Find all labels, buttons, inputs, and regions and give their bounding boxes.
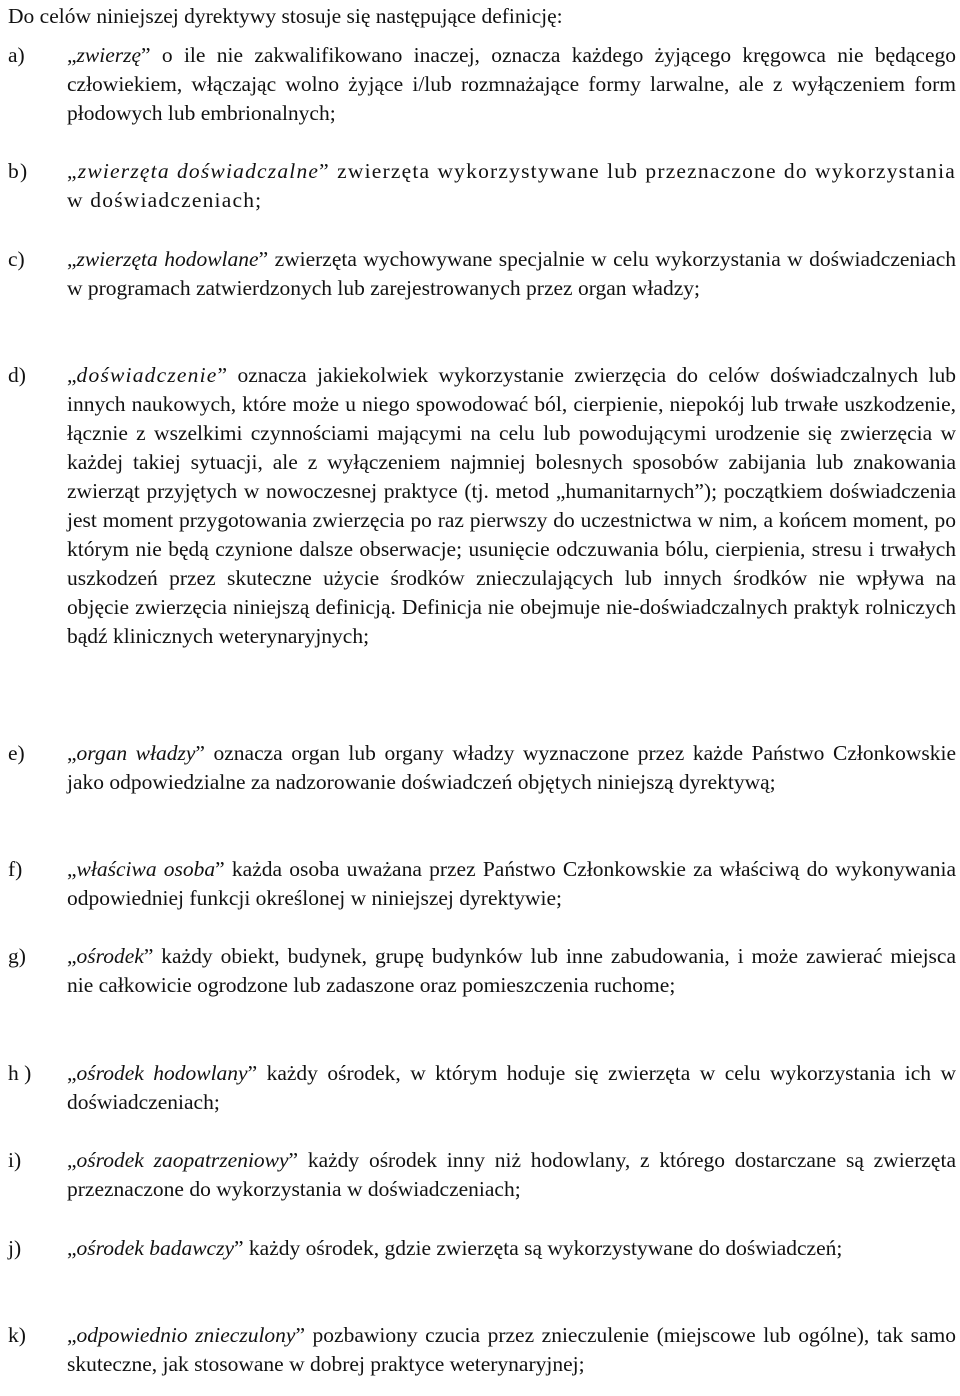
open-quote: „ — [67, 363, 77, 387]
definition-letter: i) — [8, 1148, 22, 1172]
definition-text: każdy ośrodek inny niż hodowlany, z którego dostarczane są zwierzęta przeznaczone do wykorzystania w doświadczeniach; — [67, 1148, 956, 1201]
defined-term: ośrodek zaopatrzeniowy — [76, 1148, 289, 1172]
definition-letter: j) — [8, 1236, 22, 1260]
definition-letter: h ) — [8, 1061, 32, 1085]
intro-text: Do celów niniejszej dyrektywy stosuje się następujące definicję: — [8, 4, 563, 28]
close-quote: ” — [143, 944, 154, 968]
close-quote: ” — [234, 1236, 244, 1260]
open-quote: „ — [67, 1148, 77, 1172]
open-quote: „ — [67, 247, 77, 271]
definition-text: każdy ośrodek, w którym hoduje się zwierzęta w celu wykorzystania ich w doświadczeniach; — [67, 1061, 956, 1114]
close-quote: ” — [258, 247, 269, 271]
definition-text: zwierzęta wykorzystywane lub przeznaczone do wykorzystania w doświadczeniach; — [67, 159, 956, 212]
definition-j — [8, 1234, 956, 1263]
definition-letter: c) — [8, 247, 25, 271]
definition-body — [67, 1059, 956, 1117]
open-quote: „ — [67, 43, 77, 67]
definition-text: oznacza jakiekolwiek wykorzystanie zwierzęcia do celów doświadczalnych lub innych naukowych, które może u niego spowodować ból, cierpienie, niepokój lub trwałe uszkodzenie, łącznie z wszelkimi czynnościami mającymi na celu lub powodującymi urodzenie się zwierzęcia w każdej takiej sytuacji, ale z wyłączeniem najmniej bolesnych sposobów zabijania lub znakowania zwierząt przyjętych w nowoczesnej praktyce (tj. metod „humanitarnych”); początkiem doświadczenia jest moment przygotowania zwierzęcia po raz pierwszy do uczestnictwa w nim, a końcem moment, po którym nie będą czynione dalsze obserwacje; usunięcie odczuwania bólu, cierpienia, stresu i trwałych uszkodzeń przez skuteczne użycie środków znieczulających lub innych środków nie wpływa na objęcie zwierzęcia niniejszą definicją. Definicja nie obejmuje nie-doświadczalnych praktyk rolniczych bądź klinicznych weterynaryjnych; — [67, 363, 956, 648]
definition-body — [67, 245, 956, 303]
open-quote: „ — [67, 944, 77, 968]
definition-letter: b) — [8, 159, 29, 183]
defined-term: zwierzęta doświadczalne — [77, 159, 320, 183]
definition-text: oznacza organ lub organy władzy wyznaczone przez każde Państwo Członkowskie jako odpowiedzialne za nadzorowanie doświadczeń objętych niniejszą dyrektywą; — [67, 741, 956, 794]
definition-body — [67, 1321, 956, 1379]
definition-f — [8, 855, 956, 913]
close-quote: ” — [195, 741, 205, 765]
definition-body — [67, 942, 956, 1000]
definition-text: każdy ośrodek, gdzie zwierzęta są wykorzystywane do doświadczeń; — [243, 1236, 843, 1260]
definition-body — [67, 1234, 956, 1263]
open-quote: „ — [67, 741, 77, 765]
definition-e — [8, 739, 956, 797]
definition-letter: e) — [8, 741, 25, 765]
close-quote: ” — [288, 1148, 299, 1172]
definition-c — [8, 245, 956, 303]
defined-term: ośrodek — [76, 944, 144, 968]
open-quote: „ — [67, 159, 78, 183]
definition-b — [8, 157, 956, 215]
definition-text: zwierzęta wychowywane specjalnie w celu wykorzystania w doświadczeniach w programach zatwierdzonych lub zarejestrowanych przez organ władzy; — [67, 247, 956, 300]
definition-text: pozbawiony czucia przez znieczulenie (miejscowe lub ogólne), tak samo skuteczne, jak stosowane w dobrej praktyce weterynaryjnej; — [67, 1323, 956, 1376]
definition-letter: g) — [8, 944, 26, 968]
definition-h — [8, 1059, 956, 1117]
definition-i — [8, 1146, 956, 1204]
open-quote: „ — [67, 1061, 77, 1085]
close-quote: ” — [319, 159, 330, 183]
definition-text: o ile nie zakwalifikowano inaczej, oznacza każdego żyjącego kręgowca nie będącego człowiekiem, włączając wolno żyjące i/lub rozmnażające formy larwalne, ale z wyłączeniem form płodowych lub embrionalnych; — [67, 43, 956, 125]
close-quote: ” — [217, 363, 228, 387]
definition-text: każdy obiekt, budynek, grupę budynków lub inne zabudowania, i może zawierać miejsca nie całkowicie ogrodzone lub zadaszone oraz pomieszczenia ruchome; — [67, 944, 956, 997]
definition-letter: d) — [8, 363, 26, 387]
defined-term: ośrodek badawczy — [76, 1236, 234, 1260]
defined-term: doświadczenie — [76, 363, 218, 387]
definition-letter: f) — [8, 857, 23, 881]
definition-g — [8, 942, 956, 1000]
definition-d — [8, 361, 956, 651]
close-quote: ” — [141, 43, 151, 67]
definition-k — [8, 1321, 956, 1379]
definition-a — [8, 41, 956, 128]
definition-letter: k) — [8, 1323, 26, 1347]
close-quote: ” — [247, 1061, 258, 1085]
close-quote: ” — [295, 1323, 306, 1347]
defined-term: właściwa osoba — [76, 857, 216, 881]
defined-term: zwierzęta hodowlane — [76, 247, 259, 271]
definition-letter: a) — [8, 43, 25, 67]
close-quote: ” — [215, 857, 225, 881]
definition-body — [67, 41, 956, 128]
definition-body — [67, 855, 956, 913]
definition-text: każda osoba uważana przez Państwo Członkowskie za właściwą do wykonywania odpowiedniej funkcji określonej w niniejszej dyrektywie; — [67, 857, 956, 910]
definition-body — [67, 1146, 956, 1204]
definition-body — [67, 361, 956, 651]
definition-body — [67, 739, 956, 797]
defined-term: organ władzy — [76, 741, 196, 765]
open-quote: „ — [67, 1236, 77, 1260]
defined-term: zwierzę — [76, 43, 142, 67]
defined-term: odpowiednio znieczulony — [76, 1323, 296, 1347]
defined-term: ośrodek hodowlany — [76, 1061, 248, 1085]
definition-body — [67, 157, 956, 215]
open-quote: „ — [67, 857, 77, 881]
open-quote: „ — [67, 1323, 77, 1347]
